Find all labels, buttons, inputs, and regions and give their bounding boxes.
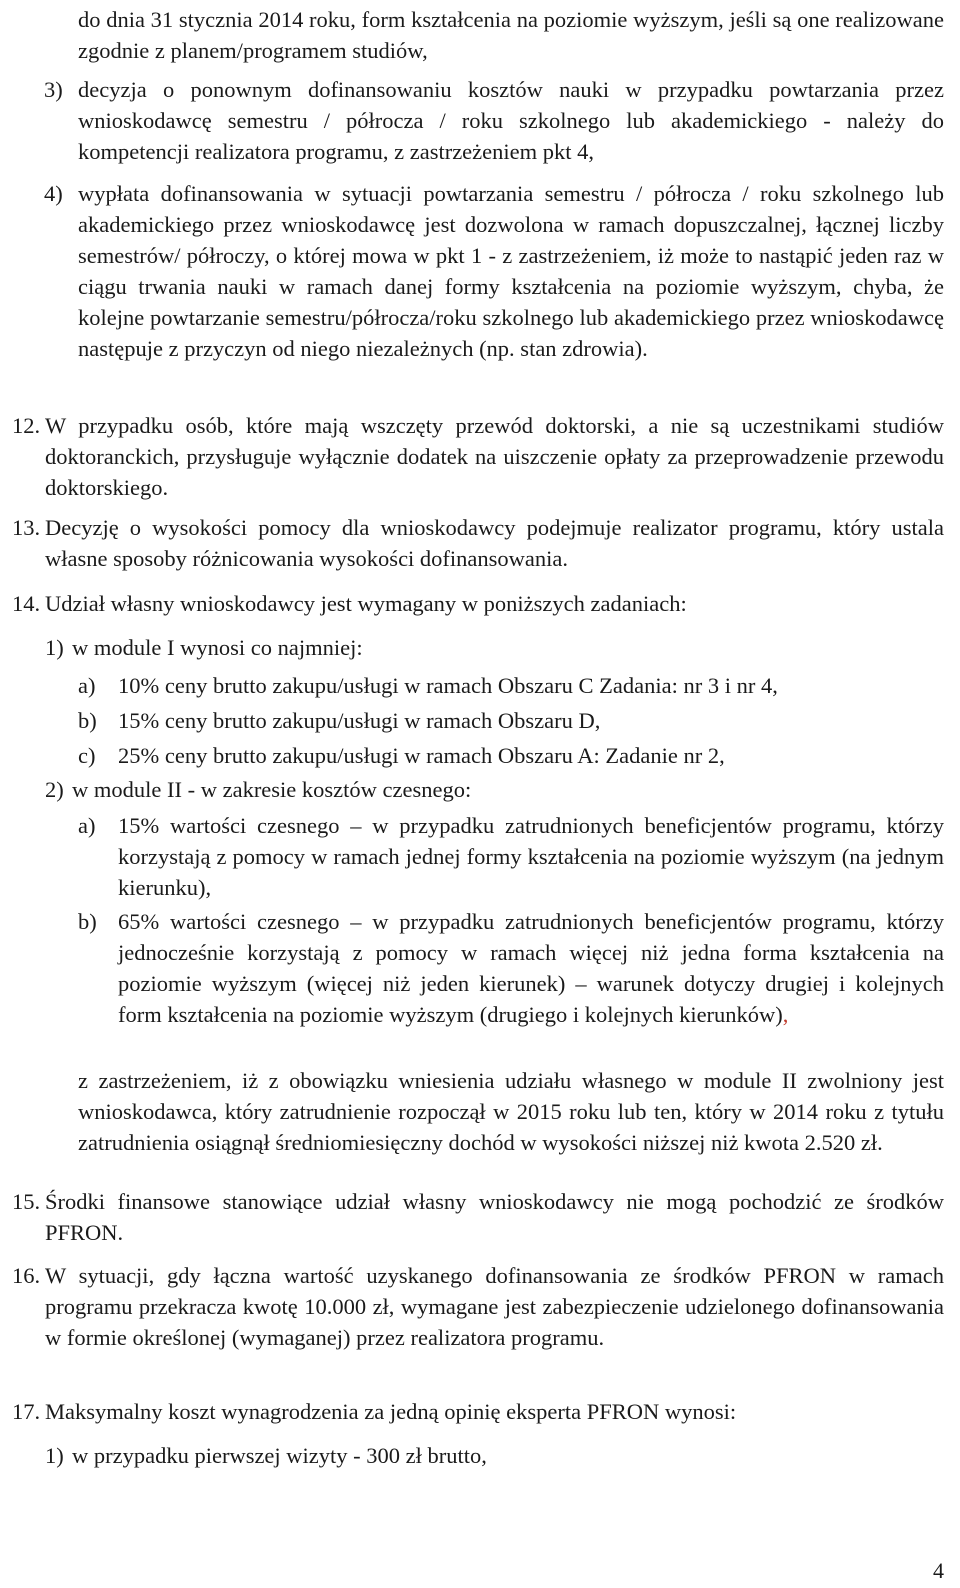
item-label: 4) — [44, 181, 63, 206]
item-4-text: wypłata dofinansowania w sytuacji powtarzania semestru / półrocza / roku szkolnego lub akademickiego przez wnioskodawcę jest dozwolona w ramach dopuszczalnej, łącznej liczby semestrów/ półroczy, o której mowa w pkt 1 - z zastrzeżeniem, iż może to nastąpić jeden raz w ciągu trwania nauki w ramach danej formy kształcenia na poziomie wyższym, chyba, że kolejne powtarzanie semestru/półrocza/roku szkolnego lub akademickiego przez wnioskodawcę następuje z przyczyn od niego niezależnych (np. stan zdrowia). — [78, 181, 944, 361]
paragraph-number: 14. — [12, 591, 41, 616]
module-2-item-b — [118, 906, 944, 1030]
subitem-label: a) — [78, 673, 96, 698]
paragraph-number: 16. — [12, 1263, 41, 1288]
item-3-text: decyzja o ponownym dofinansowaniu kosztów nauki w przypadku powtarzania przez wnioskodawcę semestru / półrocza / roku szkolnego lub akademickiego - należy do kompetencji realizatora programu, z zastrzeżeniem pkt 4, — [78, 77, 944, 164]
item-label: 3) — [44, 77, 63, 102]
paragraph-number: 12. — [12, 413, 41, 438]
module-label: 2) — [45, 777, 64, 802]
page-number: 4 — [933, 1558, 944, 1583]
subitem-label: b) — [78, 708, 97, 733]
paragraph-number: 13. — [12, 515, 41, 540]
module-1-text: w module I wynosi co najmniej: — [72, 635, 363, 660]
module-2-item-a: 15% wartości czesnego – w przypadku zatrudnionych beneficjentów programu, którzy korzystają z pomocy w ramach jednej formy kształcenia na poziomie wyższym (na jednym kierunku), — [118, 813, 944, 900]
paragraph-17-item-1: w przypadku pierwszej wizyty - 300 zł brutto, — [72, 1443, 487, 1468]
paragraph-13: Decyzję o wysokości pomocy dla wnioskodawcy podejmuje realizator programu, który ustala własne sposoby różnicowania wysokości dofinansowania. — [45, 515, 944, 571]
intro-paragraph: do dnia 31 stycznia 2014 roku, form kształcenia na poziomie wyższym, jeśli są one realizowane zgodnie z planem/programem studiów, — [78, 7, 944, 63]
module-1-item-a: 10% ceny brutto zakupu/usługi w ramach Obszaru C Zadania: nr 3 i nr 4, — [118, 673, 778, 698]
subitem-label: a) — [78, 813, 96, 838]
red-comma: , — [782, 1002, 789, 1027]
item-label: 1) — [45, 1443, 64, 1468]
module-2-reservation: z zastrzeżeniem, iż z obowiązku wniesienia udziału własnego w module II zwolniony jest wnioskodawca, który zatrudnienie rozpoczął w 2015 roku lub ten, który w 2014 roku z tytułu zatrudnienia osiągnął średniomiesięczny dochód w wysokości niższej niż kwota 2.520 zł. — [78, 1068, 944, 1155]
module-1-item-b: 15% ceny brutto zakupu/usługi w ramach Obszaru D, — [118, 708, 601, 733]
module-label: 1) — [45, 635, 64, 660]
module-2-text: w module II - w zakresie kosztów czesnego: — [72, 777, 472, 802]
paragraph-17: Maksymalny koszt wynagrodzenia za jedną opinię eksperta PFRON wynosi: — [45, 1399, 737, 1424]
module-1-item-c: 25% ceny brutto zakupu/usługi w ramach Obszaru A: Zadanie nr 2, — [118, 743, 725, 768]
paragraph-14: Udział własny wnioskodawcy jest wymagany w poniższych zadaniach: — [45, 591, 687, 616]
module-2-item-b-text: 65% wartości czesnego – w przypadku zatrudnionych beneficjentów programu, którzy jednocześnie korzystają z pomocy w ramach więcej niż jedna forma kształcenia na poziomie wyższym (więcej niż jeden kierunek) – warunek dotyczy drugiej i kolejnych form kształcenia na poziomie wyższym (drugiego i kolejnych kierunków) — [118, 909, 944, 1027]
paragraph-number: 15. — [12, 1189, 41, 1214]
subitem-label: c) — [78, 743, 96, 768]
paragraph-12: W przypadku osób, które mają wszczęty przewód doktorski, a nie są uczestnikami studiów doktoranckich, przysługuje wyłącznie dodatek na uiszczenie opłaty za przeprowadzenie przewodu doktorskiego. — [45, 413, 944, 500]
subitem-label: b) — [78, 909, 97, 934]
paragraph-15: Środki finansowe stanowiące udział własny wnioskodawcy nie mogą pochodzić ze środków PFRON. — [45, 1189, 944, 1245]
paragraph-16: W sytuacji, gdy łączna wartość uzyskanego dofinansowania ze środków PFRON w ramach programu przekracza kwotę 10.000 zł, wymagane jest zabezpieczenie udzielonego dofinansowania w formie określonej (wymaganej) przez realizatora programu. — [45, 1263, 944, 1350]
paragraph-number: 17. — [12, 1399, 41, 1424]
